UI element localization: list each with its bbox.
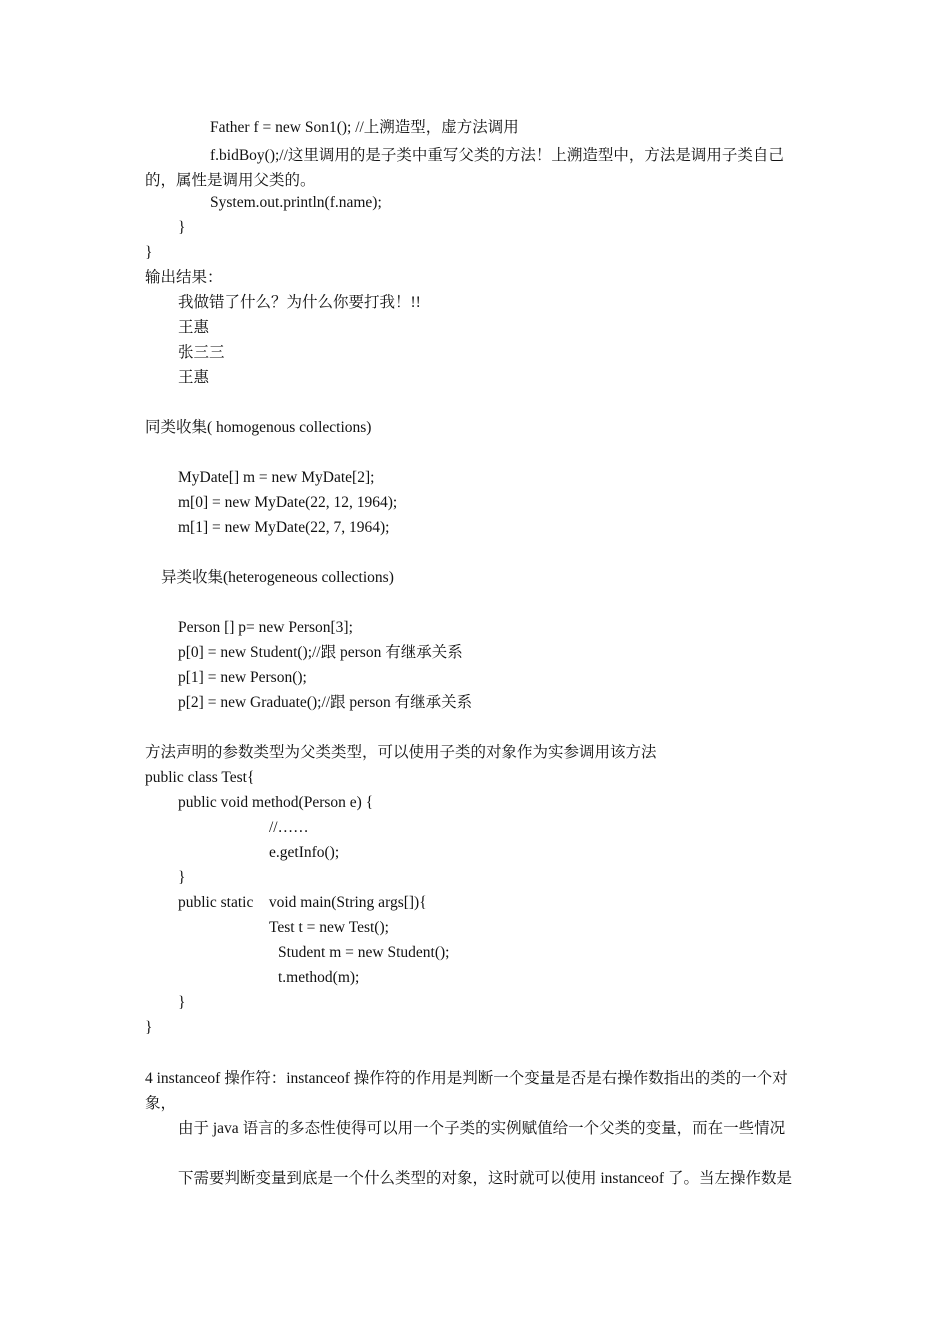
code-line: MyDate[] m = new MyDate[2]; <box>178 469 375 486</box>
code-line: Father f = new Son1(); //上溯造型，虚方法调用 <box>210 119 519 136</box>
code-line: p[1] = new Person(); <box>178 669 307 686</box>
paragraph-line: 方法声明的参数类型为父类类型，可以使用子类的对象作为实参调用该方法 <box>145 744 657 761</box>
code-line-wrapped: f.bidBoy();//这里调用的是子类中重写父类的方法！上溯造型中，方法是调用子类自己的，属性是调用父类的。 <box>145 147 784 189</box>
section-heading: 异类收集(heterogeneous collections) <box>161 569 394 586</box>
code-line: e.getInfo(); <box>269 844 340 861</box>
paragraph: 4 instanceof 操作符：instanceof 操作符的作用是判断一个变量是否是右操作数指出的类的一个对象， <box>145 1070 788 1112</box>
output-line: 王惠 <box>178 319 210 336</box>
code-line: System.out.println(f.name); <box>210 194 382 211</box>
output-heading: 输出结果： <box>145 269 223 286</box>
code-line: m[1] = new MyDate(22, 7, 1964); <box>178 519 390 536</box>
paragraph: 由于 java 语言的多态性使得可以用一个子类的实例赋值给一个父类的变量，而在一些情况 <box>178 1120 786 1137</box>
output-line: 我做错了什么？为什么你要打我！!! <box>178 294 421 311</box>
paragraph: 下需要判断变量到底是一个什么类型的对象，这时就可以使用 instanceof 了。当左操作数是 <box>178 1170 792 1187</box>
output-line: 王惠 <box>178 369 210 386</box>
code-line: Test t = new Test(); <box>269 919 389 936</box>
code-line: } <box>178 219 186 236</box>
code-line: public void method(Person e) { <box>178 794 374 811</box>
code-line: } <box>178 994 186 1011</box>
code-line: } <box>145 244 153 261</box>
code-line: Person [] p= new Person[3]; <box>178 619 353 636</box>
code-line: //…… <box>269 819 309 836</box>
code-line: public static void main(String args[]){ <box>178 894 427 911</box>
code-line: public class Test{ <box>145 769 255 786</box>
code-line: Student m = new Student(); <box>278 944 450 961</box>
code-line: t.method(m); <box>278 969 360 986</box>
code-line: } <box>178 869 186 886</box>
code-line: } <box>145 1019 153 1036</box>
section-heading: 同类收集( homogenous collections) <box>145 419 372 436</box>
output-line: 张三三 <box>178 344 225 361</box>
code-line: m[0] = new MyDate(22, 12, 1964); <box>178 494 398 511</box>
code-line: p[0] = new Student();//跟 person 有继承关系 <box>178 644 463 661</box>
code-line: p[2] = new Graduate();//跟 person 有继承关系 <box>178 694 473 711</box>
